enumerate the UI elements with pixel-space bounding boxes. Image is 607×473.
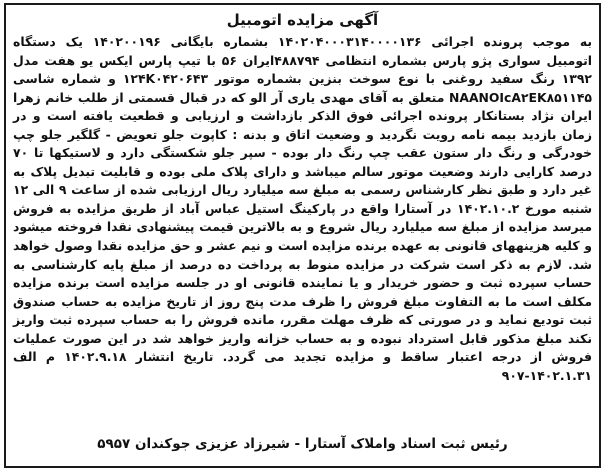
notice-frame [4, 3, 601, 468]
notice-title: آگهی مزایده اتومبیل [226, 11, 379, 29]
notice-signature: رئیس ثبت اسناد واملاک آستارا - شیرزاد عزیزی جوکندان ۵۹۵۷ [97, 436, 508, 452]
notice-body: به موجب پرونده اجرائی ۱۴۰۲۰۴۰۰۰۳۱۴۰۰۰۰۱۳۶ بشماره بایگانی ۱۴۰۲۰۰۱۹۶ یک دستگاه اتومبیل سواری پژو پارس بشماره انتظامی ۴۸۸۷۹۴ایران ۵۶ با تیپ پارس ایکس یو هفت مدل ۱۳۹۲ رنگ سفید روغنی با نوع سوخت بنزین بشماره موتور ۱۲۴K۰۴۲۰۶۴۳ و شماره شاسی NAANOIcA۲EK۸۵۱۱۴۵ متعلق به آقای مهدی یاری آر الو که در قبال قسمتی از طلب خانم زهرا ایران نژاد بستانکار پرونده اجرائی فوق الذکر بازداشت و ارزیابی و قطعیت یافته است و در زمان بازدید بیمه نامه رویت نگردید و وضعیت اتاق و بدنه : کاپوت جلو تعویض - گلگیر جلو چپ خودرگی و رنگ دار ستون عقب چپ رنگ دار بوده - سپر جلو شکستگی دارد و لاستیکها تا ۷۰ درصد کارایی دارند وضعیت موتور سالم میباشد و دارای پلاک ملی بوده و قابلیت تبدیل پلاک به غیر دارد و طبق نظر کارشناس رسمی به مبلغ سه میلیارد ریال ارزیابی شده از ساعت ۹ الی ۱۲ شنبه مورخ ۱۴۰۲.۱۰.۲ در آستارا واقع در پارکینگ استیل عباس آباد از طریق مزایده به فروش میرسد مزایده از مبلغ سه میلیارد ریال شروع و به بالاترین قیمت پیشنهادی نقدا فروخته میشود و کلیه هزینههای قانونی به عهده برنده مزایده است و نیم عشر و حق مزایده نقدا وصول خواهد شد. لازم به ذکر است شرکت در مزایده منوط به پرداخت ده درصد از مبلغ پایه کارشناسی به حساب سپرده ثبت و حضور خریدار و یا نماینده قانونی او در جلسه مزایده است برنده مزایده مکلف است ما به التفاوت مبلغ فروش را ظرف مدت پنج روز از تاریخ مزایده به حساب صندوق ثبت تودیع نماید و در صورتی که ظرف مهلت مقرر، مانده فروش را به حساب سپرده ثبت واریز نکند مبلغ مذکور قابل استرداد نبوده و به حساب خزانه واریز خواهد شد در این صورت عملیات فروش از درجه اعتبار ساقط و مزایده تجدید می گردد. تاریخ انتشار ۱۴۰۲.۹.۱۸ م الف ۱۴۰۲.۱.۳۱-۹۰۷ [13, 34, 593, 383]
